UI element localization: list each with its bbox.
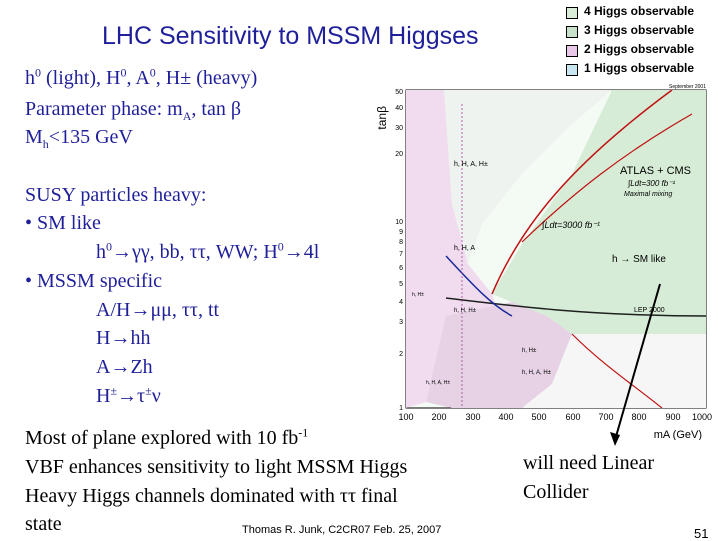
legend-item-3 [566,23,706,42]
y-tick: 2 [399,351,403,358]
x-axis-label: mA (GeV) [653,429,702,440]
legend-swatch-4 [566,7,578,19]
intro-text: Parameter phase: m [25,98,183,120]
sm-like-channels [96,240,319,264]
bottom-sup: -1 [298,425,309,440]
y-tick: 40 [395,105,403,112]
lumi-label: ∫Ldt=300 fb⁻¹ [628,179,676,188]
linear-collider-arrows [600,280,680,460]
lep-label: LEP 2000 [634,307,665,314]
note-line-1: will need Linear [523,452,655,474]
channel-text: →4l [283,241,320,263]
intro-text: , H± (heavy) [155,67,258,89]
channel-sup: ± [110,383,118,398]
region-label-5: h, H, A, H± [522,370,551,376]
channel-text: →τ [117,385,146,407]
legend-label-4: 4 Higgs observable [584,4,695,18]
y-axis-label: tanβ [375,106,389,130]
sm-like-label: h → SM like [612,254,666,265]
y-tick: 30 [395,125,403,132]
intro-text: M [25,126,43,148]
mssm-channel-1: A/H→μμ, ττ, tt [96,299,220,321]
bottom-line-1 [25,426,308,450]
legend-swatch-2 [566,45,578,57]
intro-sup: 0 [149,65,156,80]
mixing-label: Maximal mixing [624,191,673,198]
legend-item-2 [566,42,706,61]
y-tick: 1 [399,405,403,412]
y-ticks [395,89,403,412]
y-tick: 3 [399,319,403,326]
x-tick: 300 [465,412,481,422]
y-tick: 20 [395,151,403,158]
legend-swatch-3 [566,26,578,38]
mssm-channel-2: H→hh [96,327,151,349]
intro-text: <135 GeV [48,126,133,148]
x-tick: 600 [565,412,581,422]
region-label-1: h, H, A, H± [454,161,488,168]
region-label-6: h, H± [412,292,424,298]
legend-label-1: 1 Higgs observable [584,61,695,75]
intro-text: , A [126,67,150,89]
x-tick: 800 [631,412,647,422]
channel-text: h [96,241,106,263]
bottom-line-4: state [25,513,62,535]
region-label-4: h, H± [522,348,537,354]
plot-date: September 2001 [669,84,706,90]
y-tick: 9 [399,229,403,236]
sm-like-bullet: • SM like [25,212,101,234]
channel-sup: ± [145,383,152,398]
y-tick: 7 [399,251,403,258]
x-tick: 700 [598,412,614,422]
arrow-line [615,284,660,440]
mssm-bullet: • MSSM specific [25,270,163,292]
footer: Thomas R. Junk, C2CR07 Feb. 25, 2007 [242,524,442,536]
y-tick: 8 [399,239,403,246]
intro-sup: 0 [35,65,41,80]
x-tick: 900 [665,412,681,422]
susy-heading: SUSY particles heavy: [25,184,207,206]
y-tick: 4 [399,299,403,306]
intro-h: h [25,67,35,89]
mssm-channel-4 [96,384,161,408]
note-line-2: Collider [523,481,589,503]
intro-sub: A [182,109,192,123]
mssm-channel-3: A→Zh [96,356,153,378]
bottom-line-2: VBF enhances sensitivity to light MSSM Higgs [25,456,408,478]
intro-text: (light), H [41,67,121,89]
region-label-2: h, H, A [454,245,476,252]
region-label-7: h, H, A, H± [426,380,451,386]
x-tick: 200 [431,412,447,422]
legend-label-2: 2 Higgs observable [584,42,695,56]
y-tick: 10 [395,219,403,226]
region-label-3: h, H, H± [454,308,476,314]
intro-line-3 [25,125,133,149]
x-tick: 100 [398,412,414,422]
channel-text: →γγ, bb, ττ, WW; H [112,241,278,263]
intro-line-2 [25,97,241,121]
bottom-text: Most of plane explored with 10 fb [25,427,299,449]
x-tick: 500 [531,412,547,422]
intro-line-1 [25,66,257,90]
intro-sup: 0 [120,65,127,80]
legend-item-4 [566,4,706,23]
channel-sup: 0 [277,239,284,254]
atlas-cms-label: ATLAS + CMS [620,165,692,177]
y-tick: 6 [399,265,403,272]
x-tick: 1000 [691,412,712,422]
slide-title: LHC Sensitivity to MSSM Higgses [102,22,479,50]
legend [566,4,706,80]
arrow-head [610,432,620,446]
intro-text: , tan β [191,98,241,120]
legend-item-1 [566,61,706,80]
bottom-line-3: Heavy Higgs channels dominated with ττ final [25,485,398,507]
x-tick: 400 [498,412,514,422]
y-tick: 5 [399,281,403,288]
lumi3000-label: ∫Ldt=3000 fb⁻¹ [542,220,601,230]
y-tick: 50 [395,89,403,96]
intro-sub: h [42,137,49,151]
channel-sup: 0 [106,239,112,254]
legend-swatch-1 [566,64,578,76]
channel-text: ν [151,385,161,407]
page-number: 51 [694,526,709,541]
channel-text: H [96,385,111,407]
legend-label-3: 3 Higgs observable [584,23,695,37]
